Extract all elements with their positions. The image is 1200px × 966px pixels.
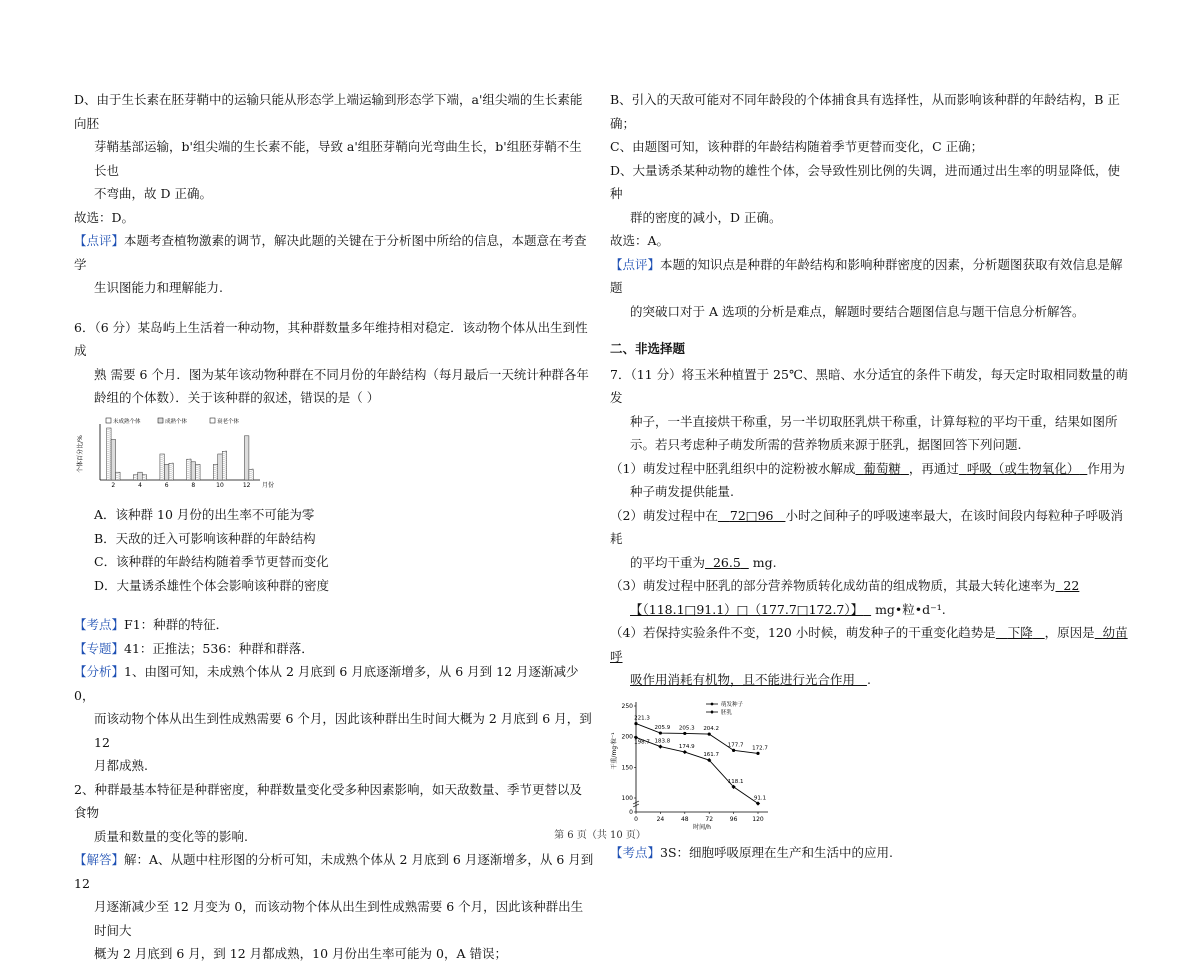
review-text: 本题考查植物激素的调节，解决此题的关键在于分析图中所给的信息，本题意在考查学 (74, 233, 587, 272)
y-tick-label: 100 (621, 794, 633, 802)
analysis-text: 1、由图可知，未成熟个体从 2 月底到 6 月底逐渐增多，从 6 月到 12 月逐渐减少 0， (74, 664, 579, 703)
topic-tag: 【专题】 (74, 640, 125, 656)
option-d-analysis-line1: D、大量诱杀某种动物的雄性个体，会导致性别比例的失调，进而通过出生率的明显降低，使种 (610, 162, 1121, 201)
bar (164, 464, 169, 480)
legend-entry: 萌发种子 (721, 701, 744, 708)
option-b-analysis: B、引入的天敌可能对不同年龄段的个体捕食具有选择性，从而影响该种群的年龄结构，B 正确； (610, 92, 1120, 131)
text: （1）萌发过程中胚乳组织中的淀粉被水解成 (610, 460, 856, 476)
question6-line1: 6．（6 分）某岛屿上生活着一种动物，其种群数量多年维持相对稳定．该动物个体从出生到性成 (74, 319, 588, 358)
data-point (683, 749, 687, 753)
text: 作用为 (1087, 460, 1125, 476)
bar (244, 435, 249, 479)
option-d-line3: 不弯曲，故 D 正确。 (94, 186, 212, 201)
text: . (866, 672, 871, 687)
legend-entry: 衰老个体 (217, 418, 240, 425)
topic (74, 637, 594, 661)
answer-blank (1055, 578, 1079, 593)
x-tick-label: 0 (634, 815, 638, 823)
answer-blank (705, 555, 749, 570)
dry-weight-line-chart (610, 696, 1132, 838)
data-label: 205.3 (678, 724, 695, 731)
sub-question3-line1 (610, 574, 1132, 598)
legend-entry: 未成熟个体 (113, 418, 141, 425)
bar (218, 454, 223, 480)
analysis-tag: 【分析】 (74, 664, 125, 679)
answer-text: 吸作用消耗有机物，且不能进行光合作用 (630, 672, 856, 687)
bar (138, 472, 143, 480)
data-label: 174.9 (678, 743, 695, 750)
knowledge-point (74, 613, 594, 637)
answer-line: 故选：A。 (610, 233, 670, 248)
knowledge-text: F1：种群的特征． (124, 617, 229, 632)
analysis-line1 (74, 660, 594, 707)
review-text: 本题的知识点是种群的年龄结构和影响种群密度的因素，分析题图获取有效信息是解题 (610, 256, 1123, 295)
y-tick-label: 150 (621, 763, 633, 771)
x-axis-label: 时间/h (693, 823, 711, 830)
review-line2: 生识图能力和理解能力. (94, 280, 223, 295)
x-tick-label: 2 (111, 481, 116, 489)
answer-blank (996, 625, 1045, 640)
data-label: 91.1 (753, 794, 767, 801)
text: mg•粒•d⁻¹. (875, 601, 946, 617)
data-label: 198.7 (634, 738, 650, 745)
data-point (732, 748, 735, 751)
answer-line: 故选：D。 (74, 209, 135, 225)
y-tick-label: 250 (621, 702, 633, 710)
x-axis-label: 月份 (262, 481, 274, 489)
option-b: B．天敌的迁入可影响该种群的年龄结构 (94, 530, 316, 546)
data-label: 205.9 (654, 724, 671, 731)
data-point (756, 751, 759, 754)
x-tick-label: 12 (242, 481, 251, 489)
x-tick-label: 96 (729, 815, 738, 823)
answer-text: 幼苗呼 (610, 625, 1128, 664)
x-tick-label: 6 (164, 481, 169, 489)
legend-swatch (106, 418, 111, 423)
text: （3）萌发过程中胚乳的部分营养物质转化成幼苗的组成物质，其最大转化速率为 (610, 578, 1056, 593)
answer-text: 葡萄糖 (863, 460, 901, 476)
knowledge-point (610, 841, 1132, 865)
option-d-line2: 芽鞘基部运输，b'组尖端的生长素不能，导致 a'组胚芽鞘向光弯曲生长，b'组胚芽鞘不生长也 (94, 139, 582, 178)
knowledge-tag: 【考点】 (74, 617, 125, 632)
sub-question1-line2: 种子萌发提供能量. (630, 484, 734, 499)
x-tick-label: 72 (705, 815, 714, 823)
answer-blank (959, 461, 1087, 476)
sub-question2-line2 (610, 551, 1132, 575)
solution-text: 解：A、从题中柱形图的分析可知，未成熟个体从 2 月底到 6 月逐渐增多，从 6 月到 12 (74, 852, 594, 891)
answer-blank (718, 508, 785, 523)
page-footer: 第 6 页（共 10 页） (554, 830, 646, 841)
sub-question2-line1 (610, 504, 1132, 551)
option-d-line1: D、由于生长素在胚芽鞘中的运输只能从形态学上端运输到形态学下端，a'组尖端的生长素能向胚 (74, 92, 583, 131)
review-line1 (610, 253, 1132, 300)
solution-line2: 月逐渐减少至 12 月变为 0，而该动物个体从出生到性成熟需要 6 个月，因此该种群出生时间大 (94, 899, 584, 938)
data-label: 177.7 (727, 741, 744, 748)
data-label: 221.3 (634, 715, 650, 722)
question6-line3: 龄组的个体数）．关于该种群的叙述，错误的是（ ） (94, 390, 380, 405)
sub-question1-line1 (610, 457, 1132, 481)
option-c: C．该种群的年龄结构随着季节更替而变化 (94, 554, 329, 569)
review-line2: 的突破口对于 A 选项的分析是难点，解题时要结合题图信息与题干信息分析解答。 (630, 303, 1085, 319)
text: mg. (752, 554, 777, 570)
answer-blank (630, 602, 871, 617)
analysis-line5: 质量和数量的变化等的影响. (94, 828, 248, 844)
answer-blank (855, 461, 908, 476)
sub-question4-line1 (610, 621, 1132, 668)
answer-text: 呼吸（或生物氧化） (966, 460, 1080, 476)
question7-line3: 示。若只考虑种子萌发所需的营养物质来源于胚乳，据图回答下列问题. (630, 437, 1022, 452)
data-label: 161.7 (703, 751, 720, 758)
solution-line3: 概为 2 月底到 6 月，到 12 月都成熟，10 月份出生率可能为 0，A 错误； (94, 946, 507, 961)
text: ，再通过 (908, 460, 959, 476)
data-point (658, 744, 662, 748)
data-point (683, 731, 686, 734)
legend-marker (711, 702, 714, 705)
option-d-analysis-line2: 群的密度的减小，D 正确。 (630, 209, 782, 225)
question6-line2: 熟 需要 6 个月．图为某年该动物种群在不同月份的年龄结构（每月最后一天统计种群各年 (94, 366, 589, 382)
data-label: 204.2 (703, 725, 720, 732)
analysis-line3: 月都成熟. (94, 758, 148, 773)
age-structure-bar-chart (74, 414, 594, 500)
y-tick-label: 200 (621, 733, 633, 741)
review-line1 (74, 229, 594, 276)
right-column (610, 88, 1132, 865)
legend-entry: 成熟个体 (165, 418, 188, 425)
answer-blank (630, 672, 867, 687)
legend-swatch (210, 418, 215, 423)
answer-text: 72□96 (729, 507, 774, 523)
x-tick-label: 48 (680, 815, 689, 823)
answer-text: 26.5 (712, 554, 741, 570)
review-tag: 【点评】 (610, 256, 661, 272)
option-d: D．大量诱杀雄性个体会影响该种群的密度 (94, 577, 330, 593)
x-tick-label: 8 (191, 481, 196, 489)
knowledge-tag: 【考点】 (610, 845, 661, 860)
knowledge-text: 3S：细胞呼吸原理在生产和生活中的应用. (660, 845, 894, 860)
text: （2）萌发过程中在 (610, 507, 718, 523)
section-heading: 二、非选择题 (610, 341, 686, 356)
data-point (708, 732, 711, 735)
x-tick-label: 4 (138, 481, 142, 489)
text: （4）若保持实验条件不变，120 小时候，萌发种子的干重变化趋势是 (610, 625, 996, 640)
option-c-analysis: C、由题图可知，该种群的年龄结构随着季节更替而变化，C 正确； (610, 139, 984, 154)
data-point (634, 722, 637, 725)
solution-tag: 【解答】 (74, 852, 125, 867)
analysis-line2: 而该动物个体从出生到性成熟需要 6 个月，因此该种群出生时间大概为 2 月底到 6 月，到 12 (94, 711, 592, 750)
sub-question3-line2 (610, 598, 1132, 622)
question7-line2: 种子，一半直接烘干称重，另一半切取胚乳烘干称重，计算每粒的平均干重，结果如图所 (630, 413, 1118, 429)
x-tick-label: 120 (752, 815, 764, 823)
x-tick-label: 24 (656, 815, 665, 823)
solution-line1 (74, 848, 594, 895)
data-label: 183.8 (654, 738, 671, 745)
y-axis-label: 个体百分比/% (77, 434, 84, 473)
analysis-line4: 2、种群最基本特征是种群密度，种群数量变化受多种因素影响，如天敌数量、季节更替以及食物 (74, 781, 582, 820)
answer-text: 【（118.1□91.1）□（177.7□172.7）】 (630, 601, 864, 617)
legend-entry: 胚乳 (721, 709, 733, 716)
y-axis-label: 干重/mg·粒⁻¹ (611, 731, 618, 770)
legend-marker (710, 710, 714, 714)
answer-text: 下降 (1007, 625, 1033, 640)
bar (191, 461, 196, 479)
legend-swatch (158, 418, 163, 423)
review-tag: 【点评】 (74, 233, 125, 248)
text: 的平均干重为 (630, 554, 706, 570)
x-tick-label: 10 (216, 481, 224, 489)
question7-line1: 7．（11 分）将玉米种植置于 25℃、黑暗、水分适宜的条件下萌发，每天定时取相同数量的萌发 (610, 366, 1128, 405)
text: ，原因是 (1044, 625, 1095, 640)
text: 小时之间种子的呼吸速率最大，在该时间段内每粒种子呼吸消耗 (610, 507, 1123, 546)
data-point (659, 731, 662, 734)
bar (111, 439, 116, 480)
answer-text: 22 (1063, 578, 1080, 593)
data-label: 118.1 (727, 778, 744, 785)
option-a: A．该种群 10 月份的出生率不可能为零 (94, 507, 315, 522)
topic-text: 41：正推法；536：种群和群落． (124, 640, 314, 656)
sub-question4-line2 (610, 668, 1132, 692)
y-tick-label: 0 (629, 808, 633, 816)
data-label: 172.7 (752, 744, 768, 751)
